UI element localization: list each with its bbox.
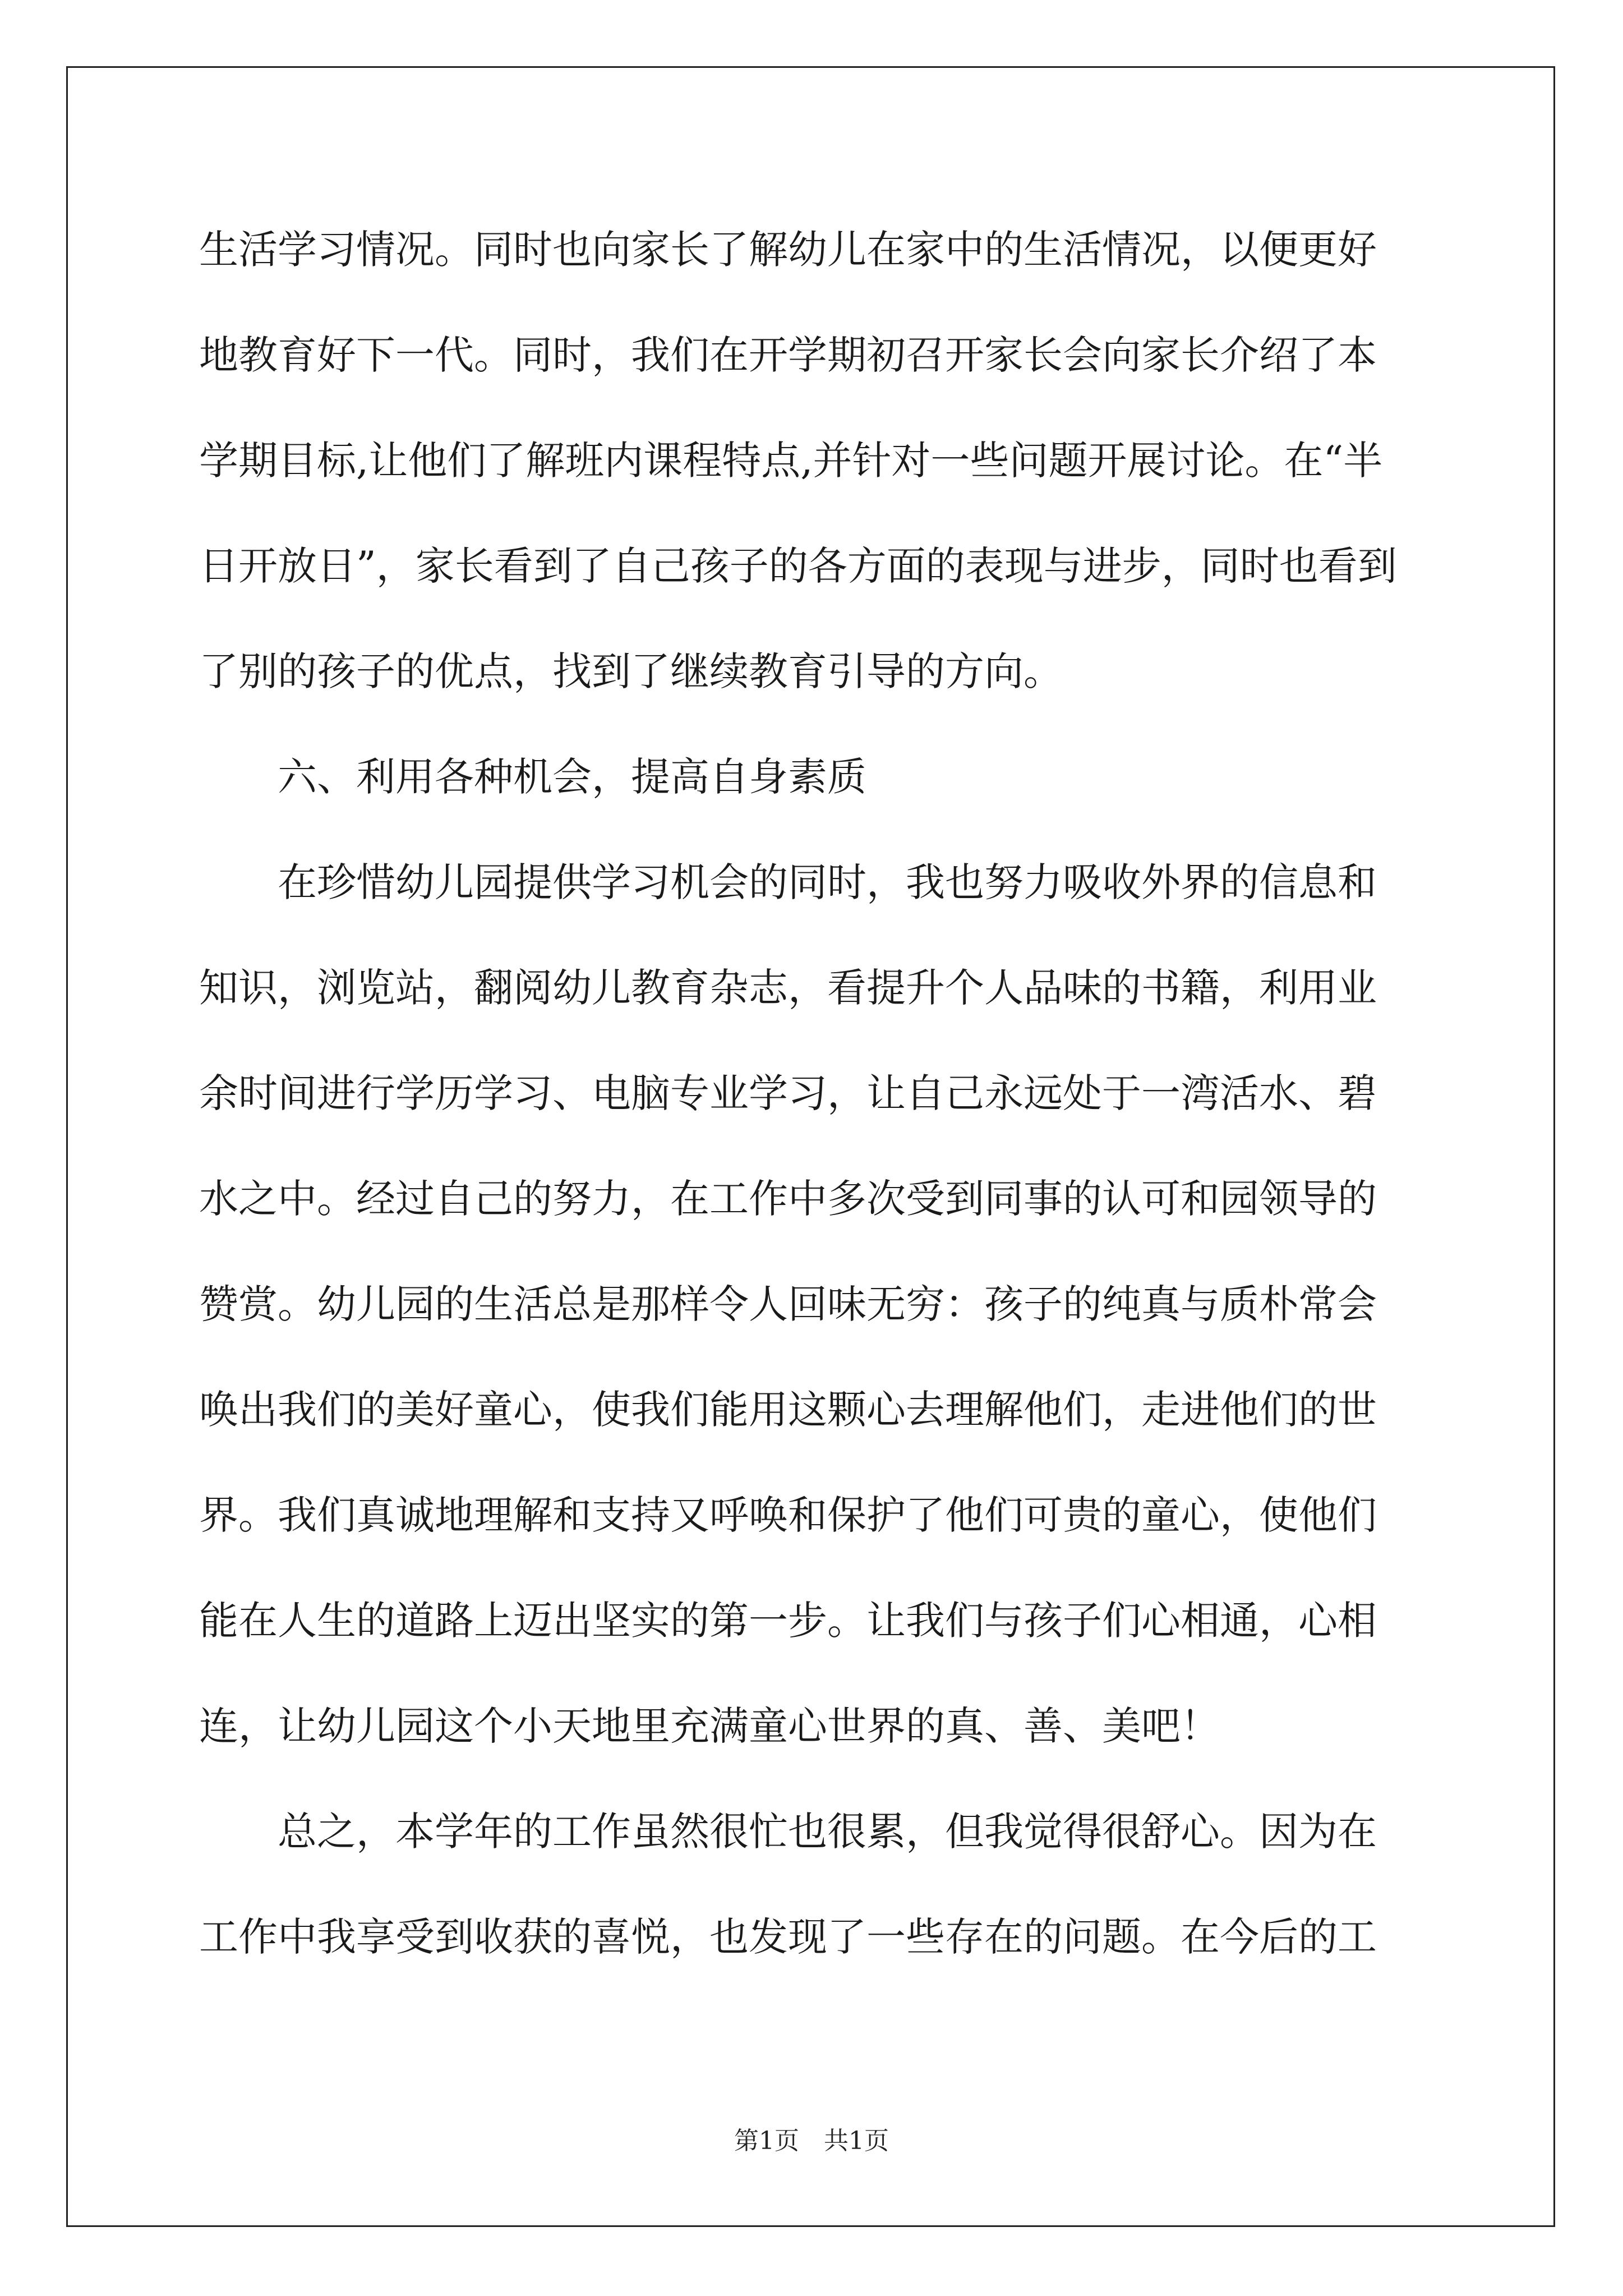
text-line: 能在人生的道路上迈出坚实的第一步。让我们与孩子们心相通，心相 — [199, 1598, 1377, 1644]
text-line: 余时间进行学历学习、电脑专业学习，让自己永远处于一湾活水、碧 — [199, 1070, 1377, 1116]
text-line: 了别的孩子的优点，找到了继续教育引导的方向。 — [199, 648, 1063, 694]
text-line: 水之中。经过自己的努力，在工作中多次受到同事的认可和园领导的 — [199, 1176, 1377, 1222]
text-line: 日开放日”，家长看到了自己孩子的各方面的表现与进步，同时也看到 — [199, 543, 1397, 589]
text-line: 连，让幼儿园这个小天地里充满童心世界的真、善、美吧！ — [199, 1703, 1220, 1749]
page-footer: 第1页 共1页 — [734, 2127, 889, 2155]
section-heading: 六、利用各种机会，提高自身素质 — [199, 754, 866, 800]
text-line: 在珍惜幼儿园提供学习机会的同时，我也努力吸收外界的信息和 — [199, 859, 1377, 905]
text-line: 知识，浏览站，翻阅幼儿教育杂志，看提升个人品味的书籍，利用业 — [199, 965, 1377, 1011]
text-line: 界。我们真诚地理解和支持又呼唤和保护了他们可贵的童心，使他们 — [199, 1492, 1377, 1538]
text-line: 生活学习情况。同时也向家长了解幼儿在家中的生活情况，以便更好 — [199, 227, 1377, 273]
text-line: 总之，本学年的工作虽然很忙也很累，但我觉得很舒心。因为在 — [199, 1809, 1377, 1855]
text-line: 学期目标,让他们了解班内课程特点,并针对一些问题开展讨论。在“半 — [199, 438, 1383, 484]
text-line: 地教育好下一代。同时，我们在开学期初召开家长会向家长介绍了本 — [199, 332, 1377, 378]
text-line: 唤出我们的美好童心，使我们能用这颗心去理解他们，走进他们的世 — [199, 1387, 1377, 1433]
document-body — [199, 217, 1438, 2009]
text-line: 工作中我享受到收获的喜悦，也发现了一些存在的问题。在今后的工 — [199, 1914, 1377, 1960]
text-line: 赞赏。幼儿园的生活总是那样令人回味无穷：孩子的纯真与质朴常会 — [199, 1281, 1377, 1327]
